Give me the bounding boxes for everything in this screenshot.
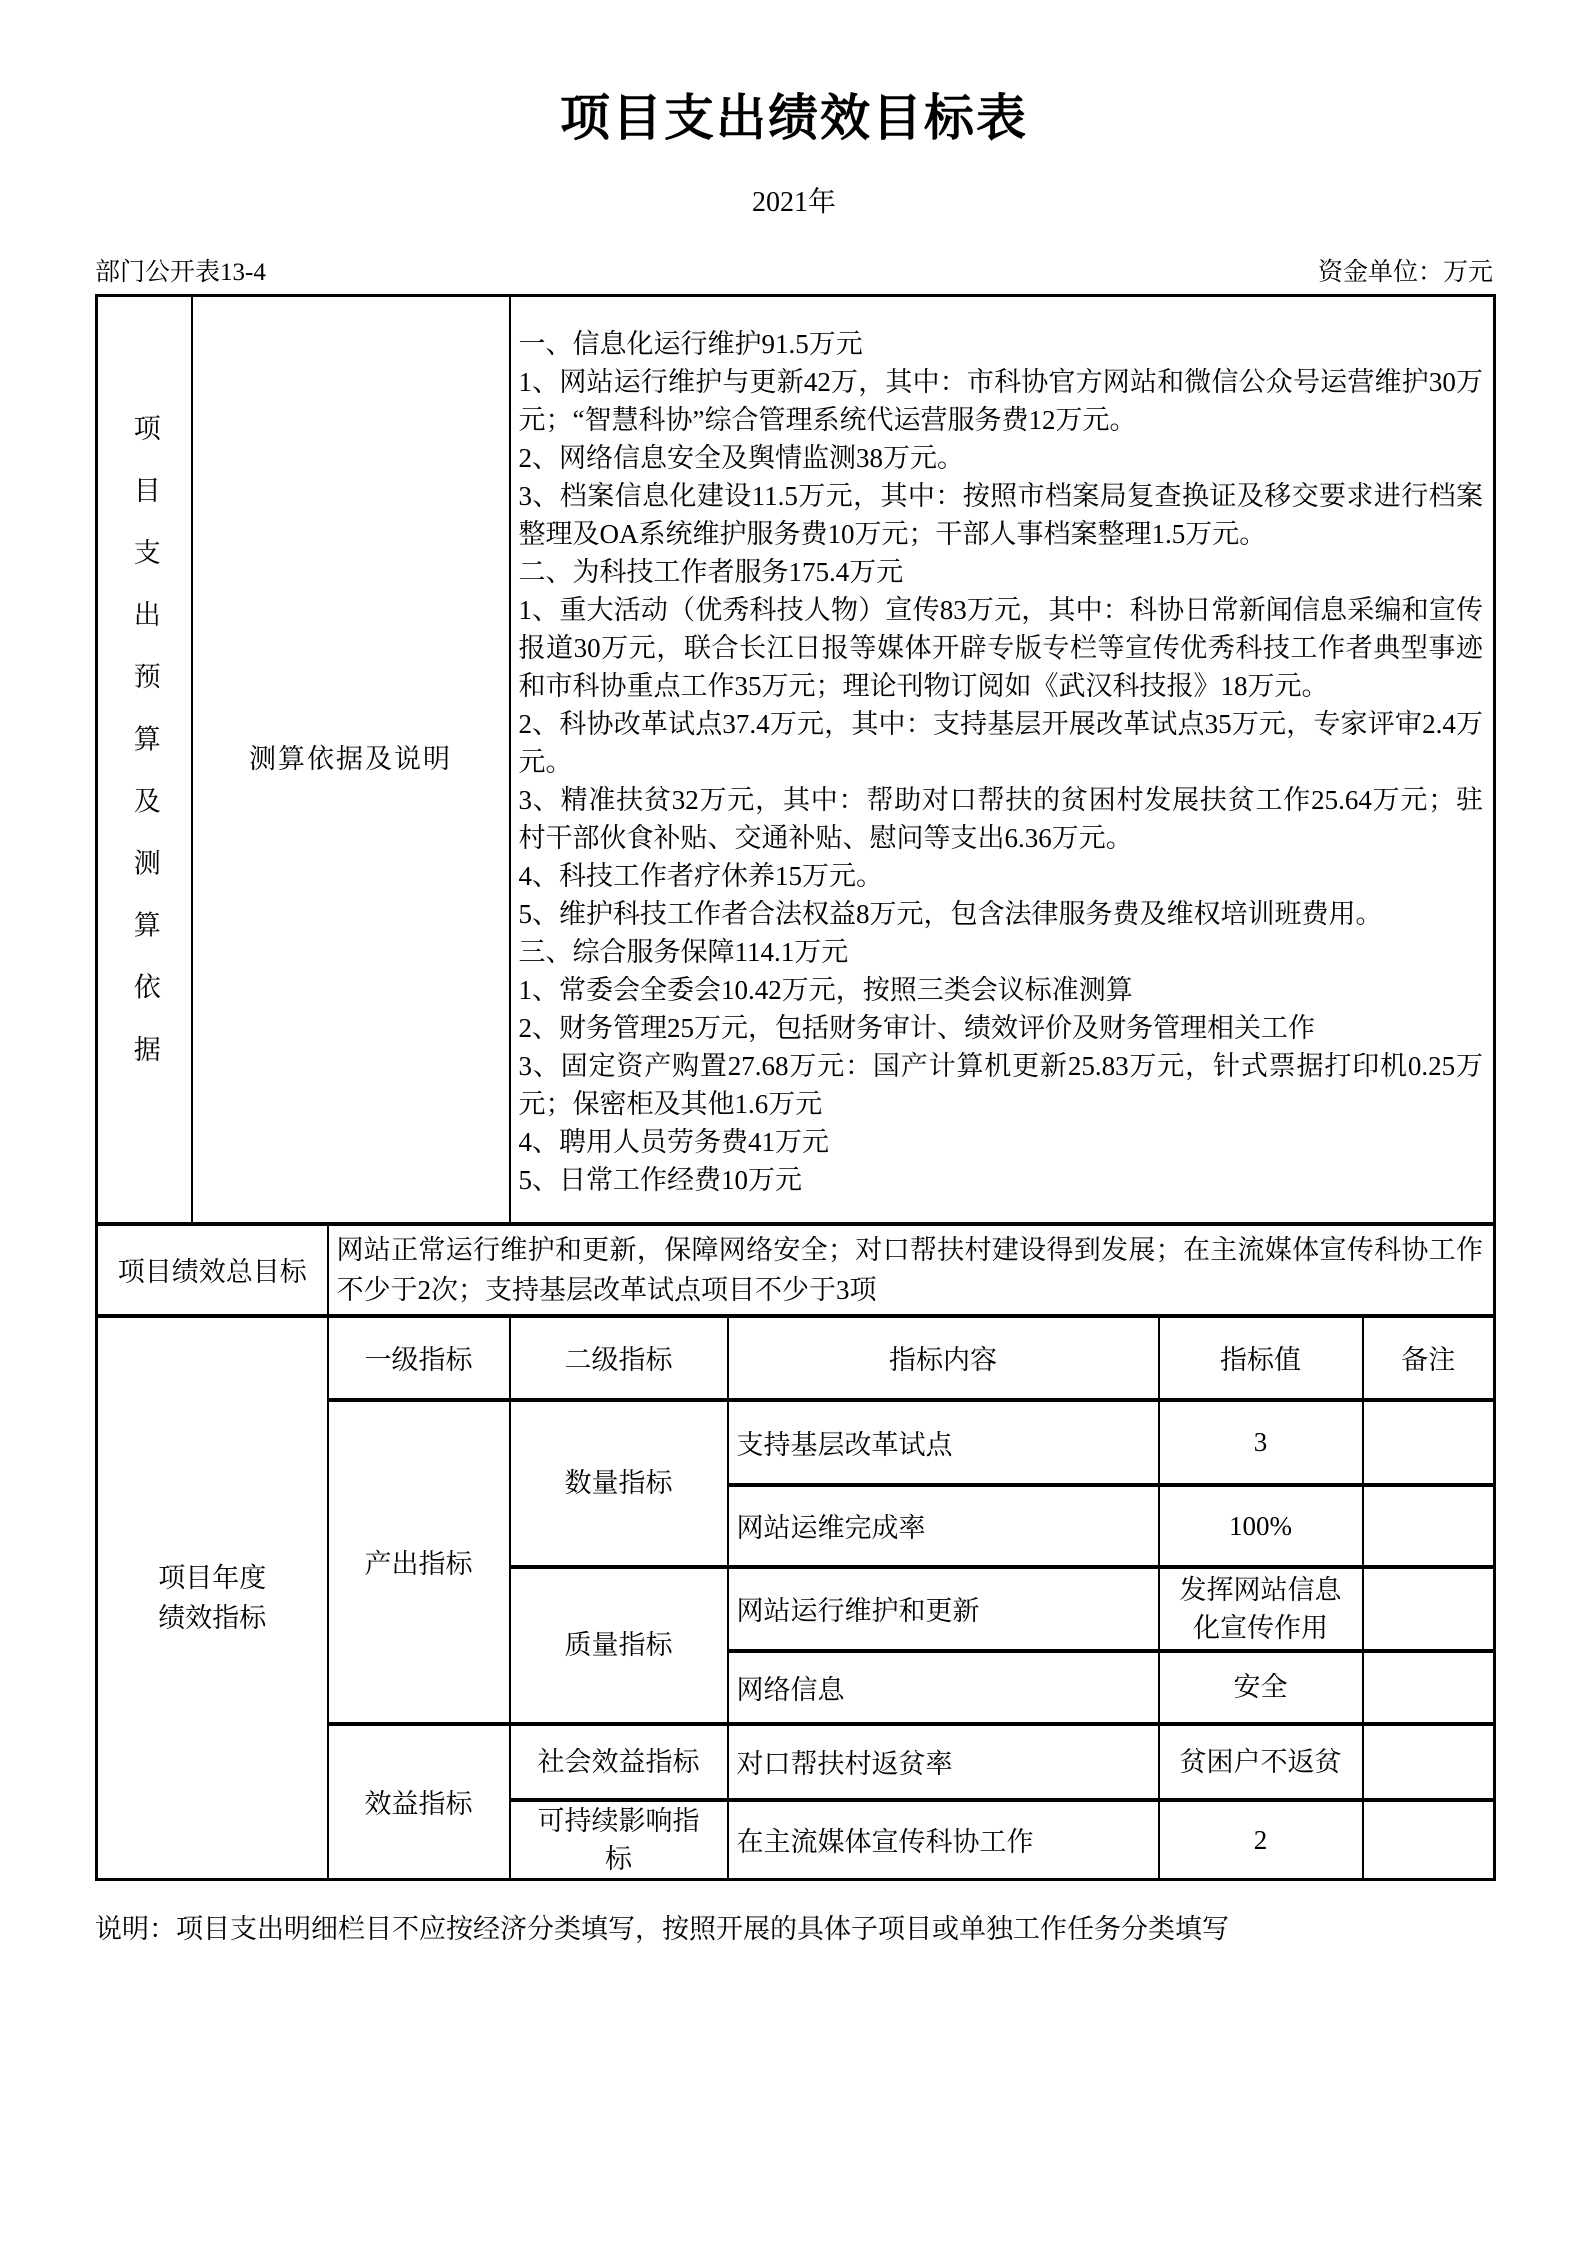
form-code: 部门公开表13-4 (95, 259, 266, 286)
budget-item: 4、聘用人员劳务费41万元 (518, 1127, 829, 1158)
performance-target-table (95, 294, 1496, 1881)
budget-item: 3、精准扶贫32万元，其中：帮助对口帮扶的贫困村发展扶贫工作25.64万元；驻村干部伙食补贴、交通补贴、慰问等支出6.36万元。 (518, 785, 1483, 854)
indicator-content: 在主流媒体宣传科协工作 (728, 1800, 1159, 1880)
budget-item: 4、科技工作者疗休养15万元。 (518, 861, 883, 892)
budget-item: 1、常委会全委会10.42万元，按照三类会议标准测算 (518, 975, 1133, 1006)
unit-note: 资金单位：万元 (1317, 259, 1493, 286)
page-title: 项目支出绩效目标表 (560, 90, 1028, 146)
indicator-note (1363, 1567, 1495, 1651)
budget-item: 一、信息化运行维护91.5万元 (518, 329, 863, 360)
budget-item: 3、档案信息化建设11.5万元，其中：按照市档案局复查换证及移交要求进行档案整理及OA系统维护服务费10万元；干部人事档案整理1.5万元。 (518, 481, 1483, 550)
indicator-content: 网站运行维护和更新 (728, 1567, 1159, 1651)
level2-social-benefit-indicator: 社会效益指标 (510, 1724, 728, 1800)
indicator-note (1363, 1800, 1495, 1880)
indicator-value: 贫困户不返贫 (1159, 1724, 1363, 1800)
level1-output-indicator: 产出指标 (328, 1400, 510, 1724)
header-level1: 一级指标 (328, 1316, 510, 1400)
header-level2: 二级指标 (510, 1316, 728, 1400)
level2-quantity-indicator: 数量指标 (510, 1400, 728, 1567)
meta-row (95, 252, 1493, 288)
budget-item: 5、维护科技工作者合法权益8万元，包含法律服务费及维权培训班费用。 (518, 899, 1383, 930)
header-note: 备注 (1363, 1316, 1495, 1400)
indicator-value: 100% (1159, 1485, 1363, 1567)
indicator-value: 2 (1159, 1800, 1363, 1880)
indicator-note (1363, 1651, 1495, 1724)
indicator-note (1363, 1400, 1495, 1485)
budget-item: 二、为科技工作者服务175.4万元 (518, 557, 904, 588)
level2-quality-indicator: 质量指标 (510, 1567, 728, 1724)
footer-note: 说明：项目支出明细栏目不应按经济分类填写，按照开展的具体子项目或单独工作任务分类填写 (95, 1913, 1229, 1944)
page-year: 2021年 (751, 187, 836, 218)
indicator-content: 网站运维完成率 (728, 1485, 1159, 1567)
budget-item: 3、固定资产购置27.68万元：国产计算机更新25.83万元，针式票据打印机0.25万元；保密柜及其他1.6万元 (518, 1051, 1483, 1120)
overall-goal-content: 网站正常运行维护和更新，保障网络安全；对口帮扶村建设得到发展；在主流媒体宣传科协工作不少于2次；支持基层改革试点项目不少于3项 (328, 1224, 1495, 1316)
budget-item: 1、网站运行维护与更新42万，其中：市科协官方网站和微信公众号运营维护30万元；“智慧科协”综合管理系统代运营服务费12万元。 (518, 367, 1483, 436)
level2-sustainability-indicator: 可持续影响指标 (510, 1800, 728, 1880)
indicator-header-row (97, 1316, 1495, 1400)
budget-item: 2、科协改革试点37.4万元，其中：支持基层开展改革试点35万元，专家评审2.4万元。 (518, 709, 1483, 778)
indicator-note (1363, 1724, 1495, 1800)
indicator-row-label: 项目年度绩效指标 (97, 1316, 328, 1880)
indicator-note (1363, 1485, 1495, 1567)
header-content: 指标内容 (728, 1316, 1159, 1400)
overall-goal-label: 项目绩效总目标 (97, 1224, 328, 1316)
overall-goal-row (97, 1224, 1495, 1316)
indicator-content: 对口帮扶村返贫率 (728, 1724, 1159, 1800)
level1-benefit-indicator: 效益指标 (328, 1724, 510, 1880)
indicator-content: 支持基层改革试点 (728, 1400, 1159, 1485)
budget-basis-row (97, 296, 1495, 1224)
indicator-value: 安全 (1159, 1651, 1363, 1724)
budget-item: 1、重大活动（优秀科技人物）宣传83万元，其中：科协日常新闻信息采编和宣传报道30万元，联合长江日报等媒体开辟专版专栏等宣传优秀科技工作者典型事迹和市科协重点工作35万元；理论刊物订阅如《武汉科技报》18万元。 (518, 595, 1483, 702)
budget-item: 2、网络信息安全及舆情监测38万元。 (518, 443, 964, 474)
indicator-content: 网络信息 (728, 1651, 1159, 1724)
indicator-value: 发挥网站信息化宣传作用 (1159, 1567, 1363, 1651)
budget-item: 2、财务管理25万元，包括财务审计、绩效评价及财务管理相关工作 (518, 1013, 1315, 1044)
budget-col-label: 测算依据及说明 (192, 296, 510, 1224)
header-value: 指标值 (1159, 1316, 1363, 1400)
budget-item: 三、综合服务保障114.1万元 (518, 937, 849, 968)
budget-item: 5、日常工作经费10万元 (518, 1165, 802, 1196)
budget-content-cell (510, 296, 1495, 1224)
budget-row-label-cell (97, 296, 192, 1224)
budget-row-label: 项目支出预算及测算依据 (129, 414, 160, 1098)
indicator-value: 3 (1159, 1400, 1363, 1485)
